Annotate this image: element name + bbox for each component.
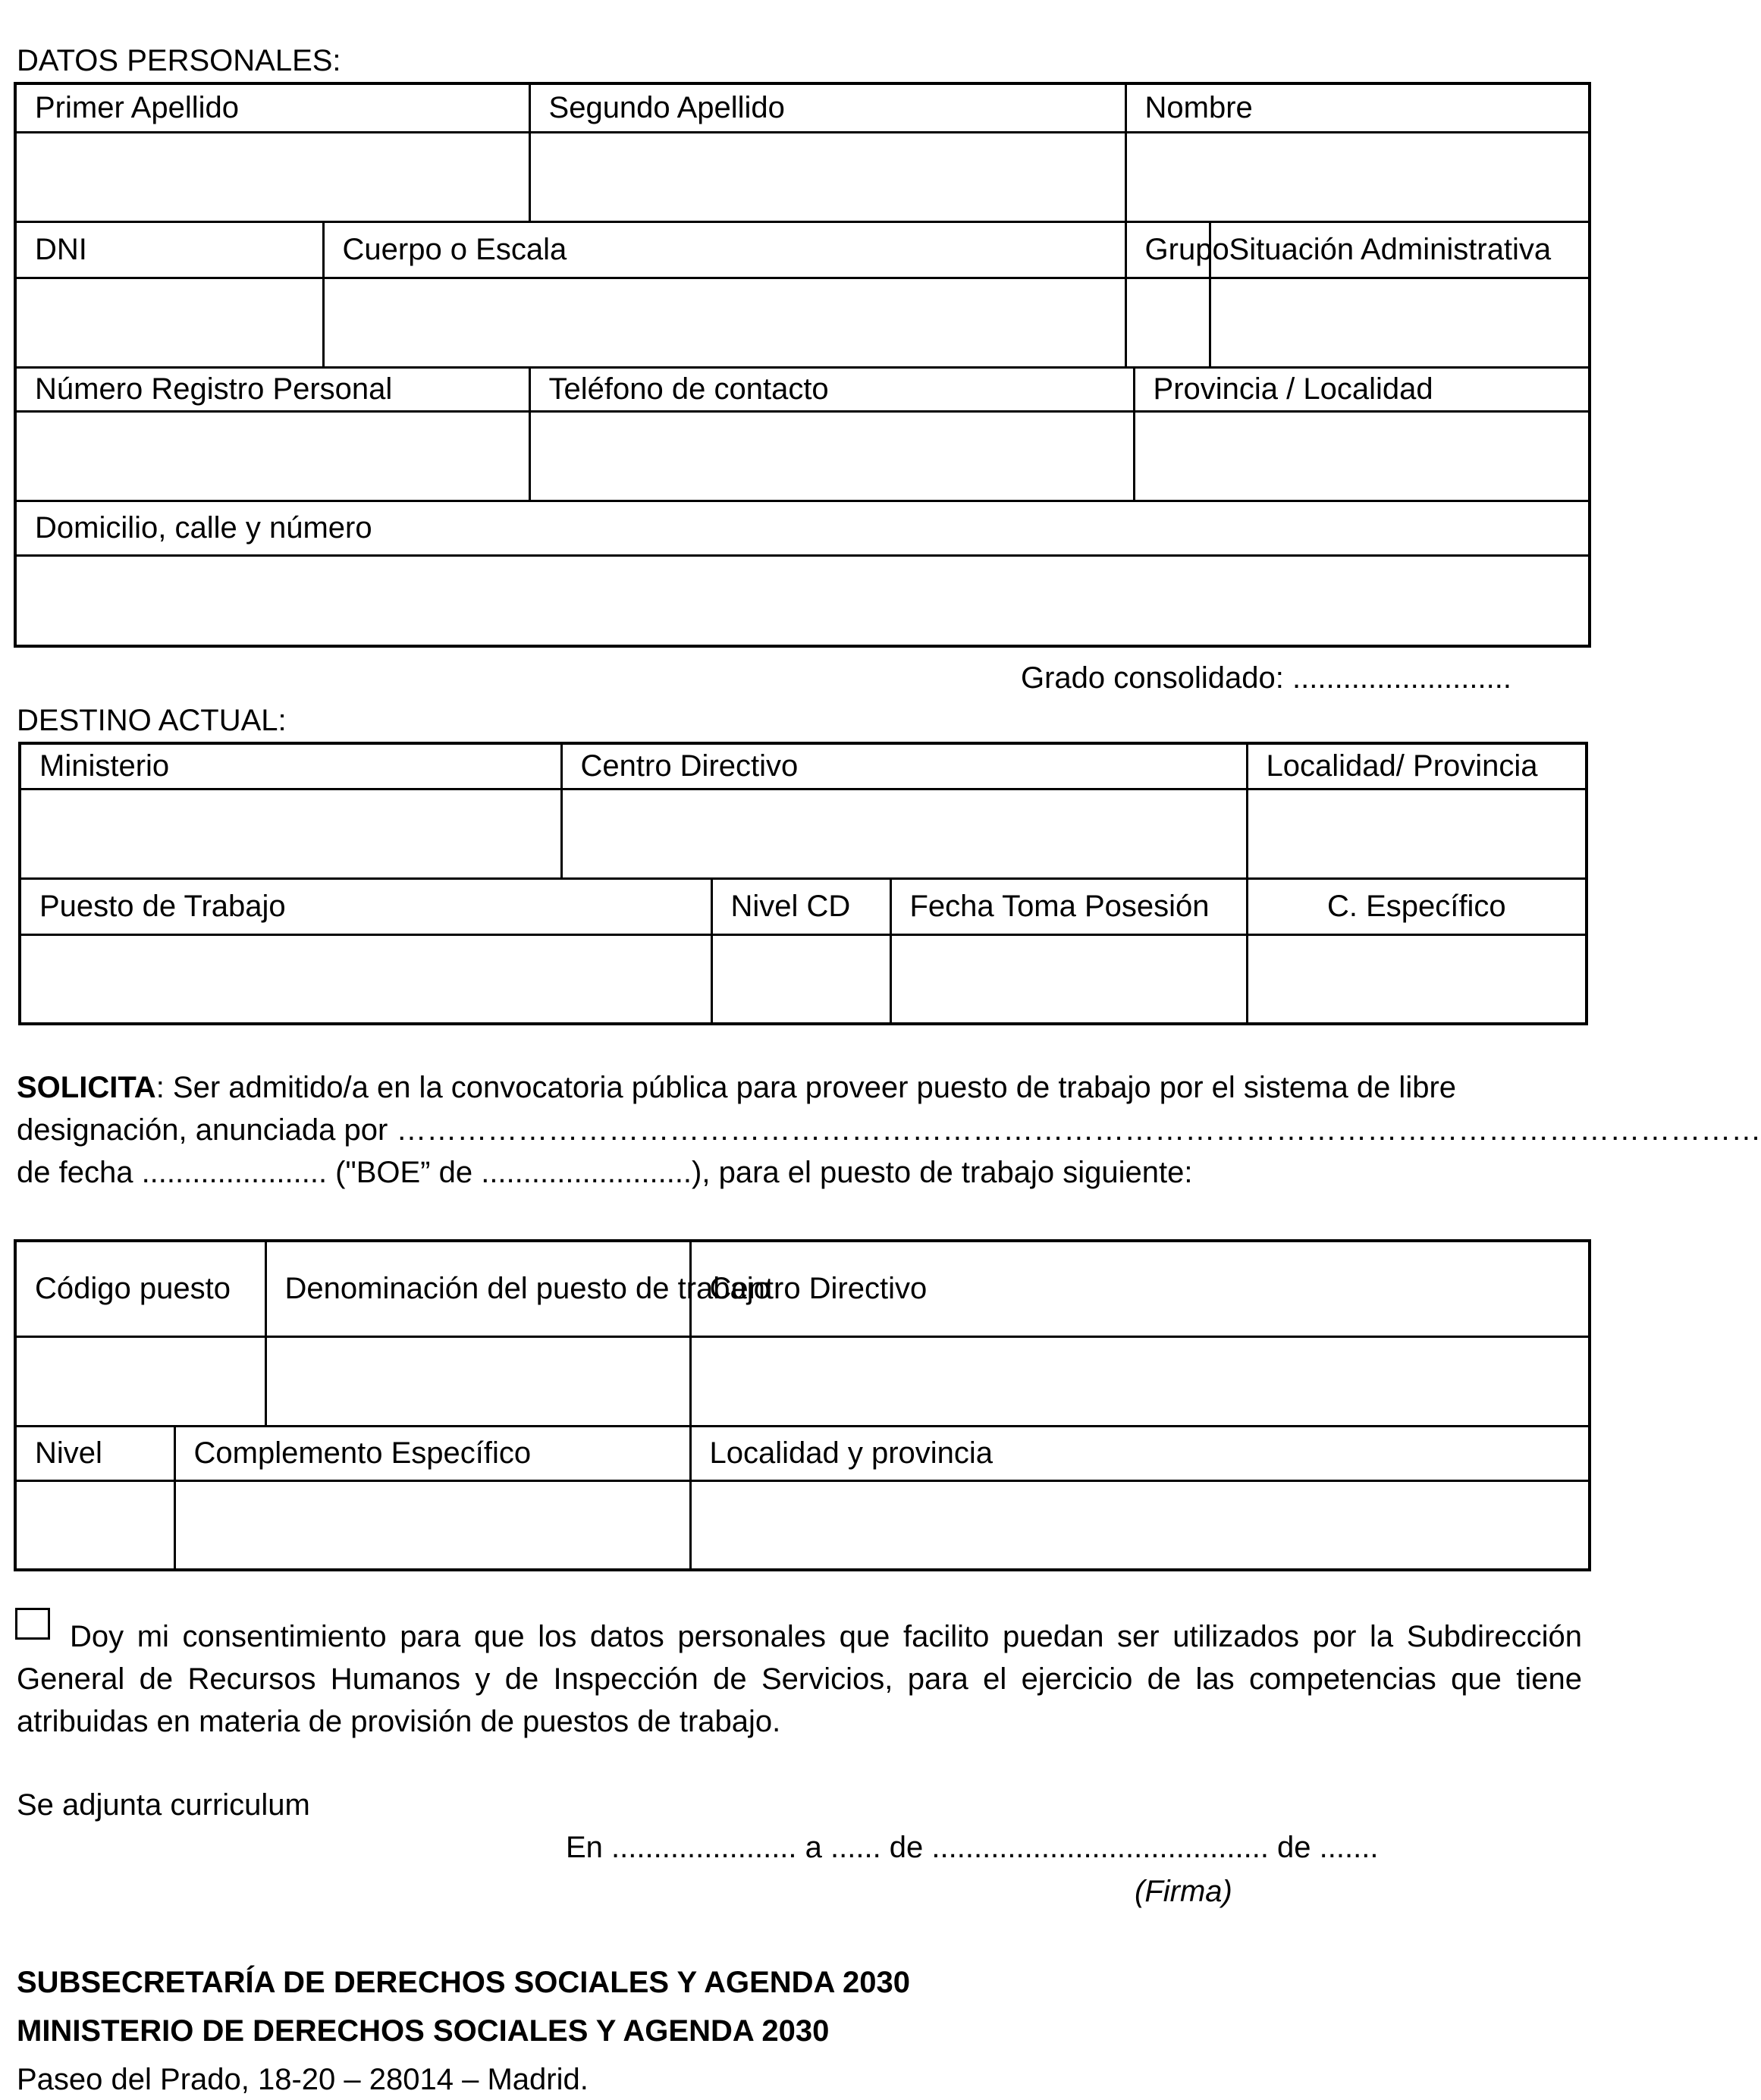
field-localidad-provincia[interactable]	[1247, 789, 1587, 878]
field-localidad-y-provincia[interactable]	[690, 1480, 1590, 1570]
field-grupo[interactable]	[1125, 278, 1210, 367]
label-centro-directivo: Centro Directivo	[561, 743, 1247, 789]
field-nombre[interactable]	[1125, 132, 1590, 221]
field-ministerio[interactable]	[20, 789, 561, 878]
solicita-line-1	[17, 1069, 1456, 1106]
label-cuerpo-escala: Cuerpo o Escala	[323, 221, 1125, 278]
label-c-especifico: C. Específico	[1247, 878, 1587, 934]
field-centro-directivo[interactable]	[561, 789, 1247, 878]
datos-personales-table	[14, 82, 1591, 648]
label-ministerio: Ministerio	[20, 743, 561, 789]
field-fecha-toma-posesion[interactable]	[890, 934, 1247, 1024]
solicita-label: SOLICITA	[17, 1071, 156, 1104]
firma-label: (Firma)	[1135, 1875, 1232, 1908]
section-title-datos-personales: DATOS PERSONALES:	[17, 44, 341, 77]
field-codigo-puesto[interactable]	[15, 1336, 265, 1426]
label-codigo-puesto: Código puesto	[15, 1241, 265, 1336]
field-c-especifico[interactable]	[1247, 934, 1587, 1024]
field-segundo-apellido[interactable]	[529, 132, 1125, 221]
field-dni[interactable]	[15, 278, 323, 367]
label-fecha-toma-posesion: Fecha Toma Posesión	[890, 878, 1247, 934]
solicita-line-2: designación, anunciada por ………………………………………………………………………………………………………………………	[17, 1113, 1761, 1147]
label-telefono: Teléfono de contacto	[529, 367, 1134, 411]
footer-subsecretaria: SUBSECRETARÍA DE DERECHOS SOCIALES Y AGENDA 2030	[17, 1966, 911, 1999]
label-primer-apellido: Primer Apellido	[15, 83, 529, 132]
field-numero-registro[interactable]	[15, 411, 529, 501]
fecha-line: En ...................... a ...... de ........................................ de .......	[566, 1831, 1379, 1864]
label-domicilio: Domicilio, calle y número	[15, 501, 1590, 555]
solicita-text-1: : Ser admitido/a en la convocatoria pública para proveer puesto de trabajo por el sistema de libre	[155, 1071, 1457, 1104]
puesto-solicitado-table	[14, 1239, 1591, 1571]
footer-ministerio: MINISTERIO DE DERECHOS SOCIALES Y AGENDA 2030	[17, 2014, 830, 2048]
field-domicilio[interactable]	[15, 555, 1590, 646]
grado-consolidado: Grado consolidado: ..........................	[1021, 661, 1511, 695]
field-complemento-especifico[interactable]	[174, 1480, 690, 1570]
label-provincia-localidad: Provincia / Localidad	[1134, 367, 1590, 411]
adjunta-curriculum: Se adjunta curriculum	[17, 1788, 310, 1822]
label-puesto-trabajo: Puesto de Trabajo	[20, 878, 711, 934]
label-nombre: Nombre	[1125, 83, 1590, 132]
label-situacion-administrativa: Situación Administrativa	[1210, 221, 1590, 278]
label-segundo-apellido: Segundo Apellido	[529, 83, 1125, 132]
field-nivel[interactable]	[15, 1480, 174, 1570]
section-title-destino-actual: DESTINO ACTUAL:	[17, 704, 287, 737]
field-centro-directivo-puesto[interactable]	[690, 1336, 1590, 1426]
footer-direccion: Paseo del Prado, 18-20 – 28014 – Madrid.	[17, 2063, 589, 2096]
field-situacion-administrativa[interactable]	[1210, 278, 1590, 367]
label-grupo: Grupo	[1125, 221, 1210, 278]
label-nivel: Nivel	[15, 1426, 174, 1480]
label-centro-directivo-puesto: Centro Directivo	[690, 1241, 1590, 1336]
label-denominacion-puesto: Denominación del puesto de trabajo	[265, 1241, 690, 1336]
label-numero-registro: Número Registro Personal	[15, 367, 529, 411]
field-cuerpo-escala[interactable]	[323, 278, 1125, 367]
field-nivel-cd[interactable]	[711, 934, 890, 1024]
label-complemento-especifico: Complemento Específico	[174, 1426, 690, 1480]
destino-actual-table	[18, 742, 1588, 1025]
field-telefono[interactable]	[529, 411, 1134, 501]
field-provincia-localidad[interactable]	[1134, 411, 1590, 501]
field-puesto-trabajo[interactable]	[20, 934, 711, 1024]
solicita-line-3: de fecha ...................... ("BOE” de .........................), para el puesto de trabajo siguiente:	[17, 1156, 1193, 1189]
label-localidad-provincia: Localidad/ Provincia	[1247, 743, 1587, 789]
field-denominacion-puesto[interactable]	[265, 1336, 690, 1426]
label-nivel-cd: Nivel CD	[711, 878, 890, 934]
consent-text: Doy mi consentimiento para que los datos personales que facilito puedan ser utilizados por la Subdirección General de Recursos Humanos y de Inspección de Servicios, para el ejercicio de las competencias que tiene atribuidas en materia de provisión de puestos de trabajo.	[17, 1620, 1582, 1738]
label-localidad-y-provincia: Localidad y provincia	[690, 1426, 1590, 1480]
label-dni: DNI	[15, 221, 323, 278]
field-primer-apellido[interactable]	[15, 132, 529, 221]
